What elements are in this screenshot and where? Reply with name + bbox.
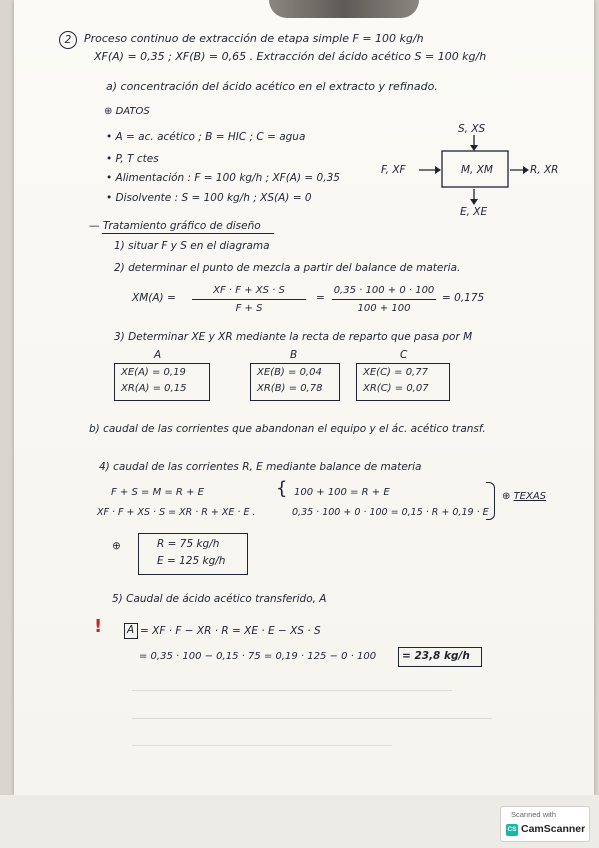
result-box-b [250, 363, 340, 401]
xe-value: XE(B) = 0,04 [257, 367, 322, 378]
xm-denominator-values: 100 + 100 [357, 303, 411, 314]
xm-result: = 0,175 [442, 292, 485, 304]
xr-value: XR(A) = 0,15 [121, 383, 187, 394]
texas-label: ⊕ TEXAS [502, 491, 547, 502]
diagram-extract-label: E, XE [460, 206, 488, 218]
camscanner-brand: CamScanner [521, 823, 586, 835]
balance-values-2: 0,35 · 100 + 0 · 100 = 0,15 · R + 0,19 · E [292, 507, 489, 518]
xm-numerator: XF · F + XS · S [213, 285, 285, 296]
a-variable-box [124, 623, 138, 639]
balance-eq-2: XF · F + XS · S = XR · R + XE · E . [97, 507, 256, 518]
transfer-result: = 23,8 kg/h [402, 650, 470, 662]
transfer-calculation: = 0,35 · 100 − 0,15 · 75 = 0,19 · 125 − 0 · 100 [139, 651, 377, 662]
datos-item: • Disolvente : S = 100 kg/h ; XS(A) = 0 [106, 192, 312, 204]
diagram-mixer-label: M, XM [461, 164, 493, 176]
xm-equals: = [316, 292, 325, 304]
xe-value: XE(C) = 0,77 [363, 367, 428, 378]
diagram-solvent-label: S, XS [458, 123, 486, 135]
column-label: B [290, 349, 298, 361]
method-heading: — Tratamiento gráfico de diseño [89, 220, 261, 232]
show-through-line [132, 745, 392, 746]
part-b-heading: b) caudal de las corrientes que abandonan el equipo y el ác. acético transf. [89, 423, 486, 435]
datos-label: ⊕ DATOS [104, 106, 150, 117]
xr-value: XR(B) = 0,78 [257, 383, 323, 394]
show-through-line [132, 690, 452, 691]
flow-results-box [138, 533, 248, 575]
scanned-page [14, 0, 594, 795]
datos-item: • Alimentación : F = 100 kg/h ; XF(A) = 0,35 [106, 172, 340, 184]
camscanner-logo-icon: CS [506, 824, 518, 836]
step-4: 4) caudal de las corrientes R, E mediante balance de materia [99, 461, 422, 473]
xr-value: XR(C) = 0,07 [363, 383, 429, 394]
transfer-equation: = XF · F − XR · R = XE · E − XS · S [140, 625, 321, 637]
step-1: 1) situar F y S en el diagrama [114, 240, 270, 252]
datos-item: • P, T ctes [106, 153, 159, 165]
xm-lhs: XM(A) = [132, 292, 176, 304]
diagram-feed-label: F, XF [381, 164, 406, 176]
e-result: E = 125 kg/h [157, 555, 226, 567]
step-3: 3) Determinar XE y XR mediante la recta de reparto que pasa por M [114, 331, 473, 343]
column-label: C [400, 349, 408, 361]
part-a-heading: a) concentración del ácido acético en el extracto y refinado. [106, 80, 438, 93]
step-5: 5) Caudal de ácido acético transferido, A [112, 593, 327, 605]
result-box-c [356, 363, 450, 401]
balance-values-1: 100 + 100 = R + E [294, 487, 390, 498]
scanned-with-text: Scanned with [511, 810, 557, 819]
method-underline [102, 233, 274, 234]
right-brace [486, 482, 495, 520]
binder-clip [269, 0, 419, 18]
xm-fraction-bar [192, 299, 306, 300]
plus-symbol: ⊕ [112, 540, 121, 552]
r-result: R = 75 kg/h [157, 538, 220, 550]
xe-value: XE(A) = 0,19 [121, 367, 186, 378]
camscanner-watermark [500, 806, 590, 842]
show-through-line [132, 718, 492, 719]
problem-number: 2 [59, 31, 77, 49]
exclamation-mark: ! [94, 616, 103, 637]
datos-item: • A = ac. acético ; B = HIC ; C = agua [106, 131, 306, 143]
result-box-a [114, 363, 210, 401]
diagram-raffinate-label: R, XR [530, 164, 559, 176]
a-variable: A [127, 624, 135, 636]
problem-data-line: XF(A) = 0,35 ; XF(B) = 0,65 . Extracción del ácido acético S = 100 kg/h [94, 50, 487, 63]
step-2: 2) determinar el punto de mezcla a partir del balance de materia. [114, 262, 461, 274]
column-label: A [154, 349, 162, 361]
xm-denominator: F + S [235, 303, 263, 314]
balance-eq-1: F + S = M = R + E [111, 487, 204, 498]
problem-title: Proceso continuo de extracción de etapa simple F = 100 kg/h [84, 32, 424, 45]
transfer-result-box [398, 647, 482, 667]
left-brace: { [276, 478, 288, 499]
xm-numerator-values: 0,35 · 100 + 0 · 100 [333, 285, 435, 296]
xm-fraction-bar-values [332, 299, 436, 300]
